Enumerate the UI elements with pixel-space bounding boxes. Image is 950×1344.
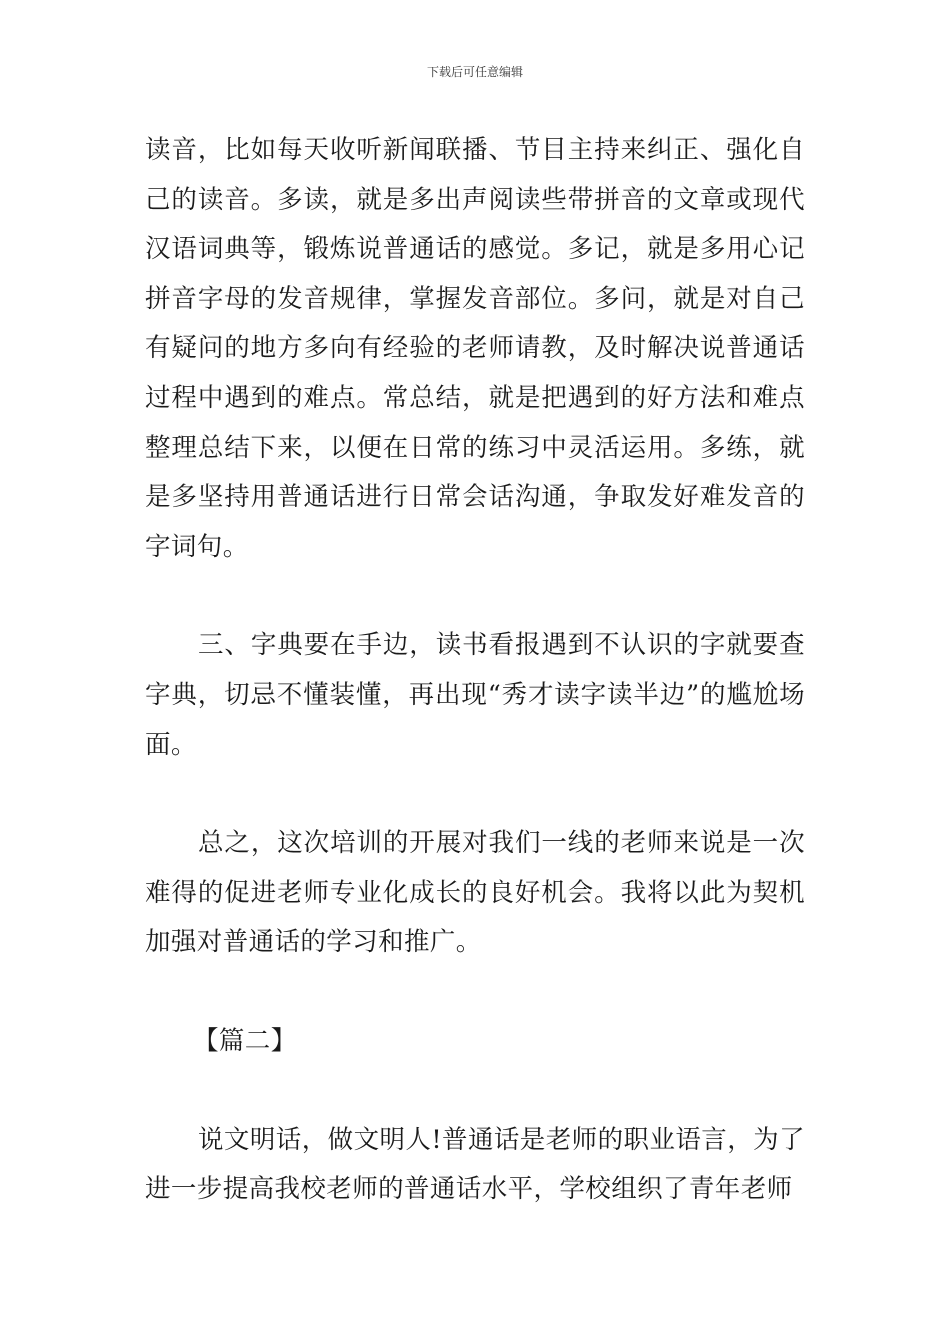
paragraph-conclusion: 总之，这次培训的开展对我们一线的老师来说是一次难得的促进老师专业化成长的良好机会。我将以此为契机加强对普通话的学习和推广。	[145, 828, 805, 958]
paragraph-continuation: 读音，比如每天收听新闻联播、节目主持来纠正、强化自己的读音。多读，就是多出声阅读些带拼音的文章或现代汉语词典等，锻炼说普通话的感觉。多记，就是多用心记拼音字母的发音规律，掌握发音部位。多问，就是对自己有疑问的地方多向有经验的老师请教，及时解决说普通话过程中遇到的难点。常总结，就是把遇到的好方法和难点整理总结下来，以便在日常的练习中灵活运用。多练，就是多坚持用普通话进行日常会话沟通，争取发好难发音的字词句。	[145, 135, 805, 562]
page-header: 下载后可任意编辑	[426, 65, 523, 79]
paragraph-dictionary-tip: 三、字典要在手边，读书看报遇到不认识的字就要查字典，切忌不懂装懂，再出现“秀才读字读半边”的尴尬场面。	[145, 630, 805, 760]
paragraph-section-two-intro: 说文明话，做文明人!普通话是老师的职业语言，为了进一步提高我校老师的普通话水平，学校组织了青年老师	[145, 1124, 805, 1205]
document-body	[145, 126, 805, 1215]
section-heading: 【篇二】	[193, 1025, 297, 1056]
